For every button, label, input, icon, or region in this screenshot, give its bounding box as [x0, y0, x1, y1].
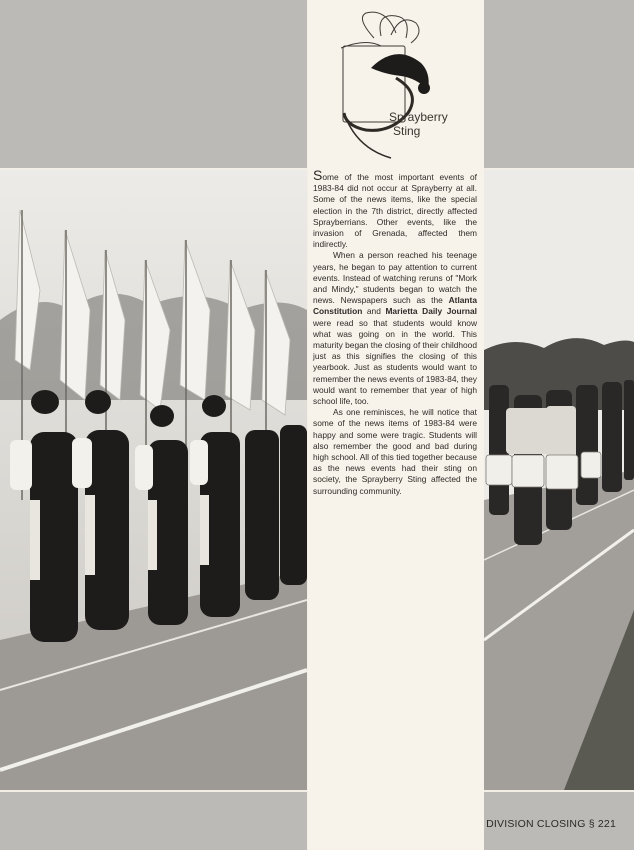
paragraph-2-text-a: When a person reached his teenage years, he began to pay attention to current events. Instead of watching reruns of "Mork and Mindy," students began to watch the news. Newspapers such as the [313, 250, 477, 306]
drumline-illustration [484, 170, 634, 790]
section-title: DIVISION CLOSING [486, 818, 586, 830]
color-guard-illustration [0, 170, 307, 790]
top-right-gray-block [484, 0, 634, 168]
paragraph-1-text: ome of the most important events of 1983-84 did not occur at Sprayberry at all. Some of the news items, like the special election in the 7th district, directly affected Sprayberrians. Other events, like the invasion of Grenada, affected them indirectly. [313, 172, 477, 250]
paragraph-1 [313, 167, 477, 250]
drop-cap: S [313, 167, 323, 183]
top-left-gray-block [0, 0, 307, 168]
paragraph-3: As one reminisces, he will notice that some of the news items of 1983-84 were happy and some were tragic. Students will also remember the good and bad during high school. All of this tied together because as the news events had their sting on society, the Sprayberry Sting affected the surrounding community. [313, 407, 477, 496]
paragraph-2 [313, 250, 477, 407]
sprayberry-sting-logo [336, 8, 456, 163]
logo-title-line1: Sprayberry [389, 110, 448, 124]
page-footer [486, 818, 616, 830]
page-number: 221 [597, 818, 616, 830]
closing-article [313, 167, 477, 497]
paragraph-2-text-b: and [362, 306, 386, 317]
logo-title-line2: Sting [393, 124, 421, 138]
newspaper-name-1: Atlanta Constitution [313, 295, 477, 317]
hornet-sting-icon [336, 8, 456, 163]
section-mark: § [588, 818, 595, 830]
color-guard-photo [0, 170, 307, 790]
newspaper-name-2: Marietta Daily Journal [385, 306, 477, 317]
drumline-photo [484, 170, 634, 790]
paragraph-2-text-c: were read so that students would know what was going on in the world. This maturity began the closing of their childhood just as this signifies the closing of this yearbook. Just as students would want to remember the news events of 1983-84, they would want to remember that year of high school life, too. [313, 317, 477, 407]
bottom-left-gray-block [0, 792, 307, 850]
